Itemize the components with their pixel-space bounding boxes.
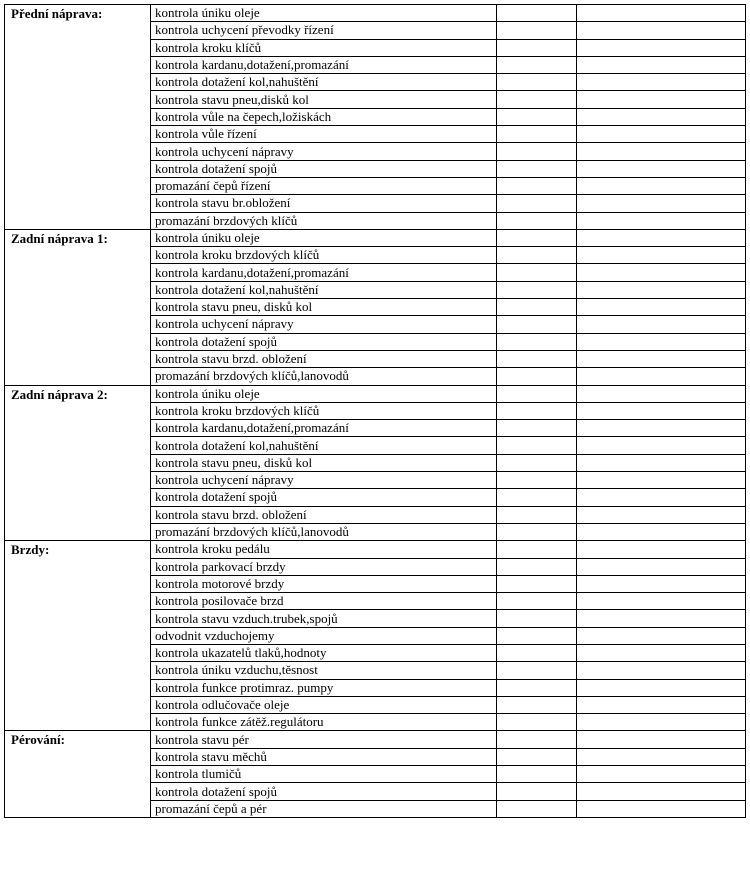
note-cell[interactable] xyxy=(577,558,746,575)
note-cell[interactable] xyxy=(577,160,746,177)
check-cell[interactable] xyxy=(497,575,577,592)
check-cell[interactable] xyxy=(497,437,577,454)
note-cell[interactable] xyxy=(577,420,746,437)
check-item: kontrola stavu měchů xyxy=(151,748,497,765)
check-item: kontrola kardanu,dotažení,promazání xyxy=(151,56,497,73)
check-item: kontrola vůle řízení xyxy=(151,126,497,143)
check-item: kontrola kardanu,dotažení,promazání xyxy=(151,264,497,281)
note-cell[interactable] xyxy=(577,748,746,765)
check-cell[interactable] xyxy=(497,177,577,194)
check-item: kontrola kroku klíčů xyxy=(151,39,497,56)
note-cell[interactable] xyxy=(577,333,746,350)
check-cell[interactable] xyxy=(497,264,577,281)
check-cell[interactable] xyxy=(497,74,577,91)
note-cell[interactable] xyxy=(577,714,746,731)
check-item: kontrola úniku oleje xyxy=(151,5,497,22)
check-cell[interactable] xyxy=(497,39,577,56)
check-cell[interactable] xyxy=(497,523,577,540)
check-cell[interactable] xyxy=(497,195,577,212)
note-cell[interactable] xyxy=(577,212,746,229)
check-cell[interactable] xyxy=(497,247,577,264)
note-cell[interactable] xyxy=(577,229,746,246)
check-cell[interactable] xyxy=(497,56,577,73)
check-cell[interactable] xyxy=(497,22,577,39)
note-cell[interactable] xyxy=(577,662,746,679)
check-item: kontrola kroku pedálu xyxy=(151,541,497,558)
note-cell[interactable] xyxy=(577,506,746,523)
note-cell[interactable] xyxy=(577,644,746,661)
note-cell[interactable] xyxy=(577,195,746,212)
check-item: kontrola dotažení kol,nahuštění xyxy=(151,437,497,454)
check-cell[interactable] xyxy=(497,783,577,800)
check-item: kontrola kroku brzdových klíčů xyxy=(151,402,497,419)
check-cell[interactable] xyxy=(497,454,577,471)
check-item: kontrola dotažení spojů xyxy=(151,783,497,800)
check-item: kontrola stavu pneu, disků kol xyxy=(151,454,497,471)
check-cell[interactable] xyxy=(497,800,577,817)
check-item: kontrola odlučovače oleje xyxy=(151,696,497,713)
note-cell[interactable] xyxy=(577,472,746,489)
check-cell[interactable] xyxy=(497,558,577,575)
check-item: kontrola dotažení kol,nahuštění xyxy=(151,74,497,91)
check-cell[interactable] xyxy=(497,5,577,22)
check-item: promazání čepů řízení xyxy=(151,177,497,194)
check-cell[interactable] xyxy=(497,731,577,748)
check-item: kontrola kardanu,dotažení,promazání xyxy=(151,420,497,437)
check-cell[interactable] xyxy=(497,541,577,558)
check-cell[interactable] xyxy=(497,368,577,385)
check-item: promazání brzdových klíčů,lanovodů xyxy=(151,368,497,385)
check-item: kontrola dotažení spojů xyxy=(151,489,497,506)
check-cell[interactable] xyxy=(497,402,577,419)
check-cell[interactable] xyxy=(497,108,577,125)
check-item: kontrola dotažení spojů xyxy=(151,333,497,350)
check-cell[interactable] xyxy=(497,316,577,333)
section-title: Pérování: xyxy=(5,731,151,817)
check-item: kontrola úniku oleje xyxy=(151,229,497,246)
check-cell[interactable] xyxy=(497,229,577,246)
check-item: kontrola uchycení převodky řízení xyxy=(151,22,497,39)
check-cell[interactable] xyxy=(497,627,577,644)
note-cell[interactable] xyxy=(577,523,746,540)
check-item: kontrola uchycení nápravy xyxy=(151,143,497,160)
note-cell[interactable] xyxy=(577,368,746,385)
check-item: kontrola dotažení kol,nahuštění xyxy=(151,281,497,298)
section-title: Zadní náprava 2: xyxy=(5,385,151,541)
check-item: kontrola uchycení nápravy xyxy=(151,316,497,333)
table-row xyxy=(5,731,746,748)
maintenance-checklist-table xyxy=(4,4,746,818)
check-item: kontrola posilovače brzd xyxy=(151,593,497,610)
note-cell[interactable] xyxy=(577,22,746,39)
note-cell[interactable] xyxy=(577,679,746,696)
check-cell[interactable] xyxy=(497,506,577,523)
note-cell[interactable] xyxy=(577,91,746,108)
note-cell[interactable] xyxy=(577,783,746,800)
note-cell[interactable] xyxy=(577,5,746,22)
check-item: kontrola stavu brzd. obložení xyxy=(151,350,497,367)
check-item: kontrola funkce protimraz. pumpy xyxy=(151,679,497,696)
note-cell[interactable] xyxy=(577,731,746,748)
check-cell[interactable] xyxy=(497,766,577,783)
note-cell[interactable] xyxy=(577,800,746,817)
section-title: Brzdy: xyxy=(5,541,151,731)
note-cell[interactable] xyxy=(577,56,746,73)
table-row xyxy=(5,5,746,22)
note-cell[interactable] xyxy=(577,593,746,610)
check-cell[interactable] xyxy=(497,143,577,160)
check-cell[interactable] xyxy=(497,385,577,402)
check-cell[interactable] xyxy=(497,696,577,713)
check-cell[interactable] xyxy=(497,420,577,437)
check-item: kontrola stavu brzd. obložení xyxy=(151,506,497,523)
check-item: kontrola stavu pneu,disků kol xyxy=(151,91,497,108)
check-cell[interactable] xyxy=(497,679,577,696)
note-cell[interactable] xyxy=(577,350,746,367)
check-item: kontrola stavu br.obložení xyxy=(151,195,497,212)
note-cell[interactable] xyxy=(577,108,746,125)
section-title: Zadní náprava 1: xyxy=(5,229,151,385)
check-item: kontrola parkovací brzdy xyxy=(151,558,497,575)
check-item: kontrola uchycení nápravy xyxy=(151,472,497,489)
check-item: promazání brzdových klíčů,lanovodů xyxy=(151,523,497,540)
check-item: kontrola funkce zátěž.regulátoru xyxy=(151,714,497,731)
check-item: odvodnit vzduchojemy xyxy=(151,627,497,644)
checklist-body xyxy=(5,5,746,818)
section-title: Přední náprava: xyxy=(5,5,151,230)
note-cell[interactable] xyxy=(577,541,746,558)
note-cell[interactable] xyxy=(577,177,746,194)
note-cell[interactable] xyxy=(577,696,746,713)
check-item: kontrola kroku brzdových klíčů xyxy=(151,247,497,264)
note-cell[interactable] xyxy=(577,766,746,783)
note-cell[interactable] xyxy=(577,610,746,627)
note-cell[interactable] xyxy=(577,627,746,644)
check-cell[interactable] xyxy=(497,333,577,350)
note-cell[interactable] xyxy=(577,143,746,160)
check-cell[interactable] xyxy=(497,160,577,177)
check-cell[interactable] xyxy=(497,299,577,316)
note-cell[interactable] xyxy=(577,264,746,281)
note-cell[interactable] xyxy=(577,402,746,419)
check-cell[interactable] xyxy=(497,489,577,506)
note-cell[interactable] xyxy=(577,247,746,264)
check-item: kontrola úniku vzduchu,těsnost xyxy=(151,662,497,679)
table-row xyxy=(5,541,746,558)
check-item: kontrola stavu pneu, disků kol xyxy=(151,299,497,316)
check-cell[interactable] xyxy=(497,748,577,765)
note-cell[interactable] xyxy=(577,126,746,143)
check-cell[interactable] xyxy=(497,350,577,367)
check-cell[interactable] xyxy=(497,212,577,229)
check-item: promazání čepů a pér xyxy=(151,800,497,817)
check-item: kontrola ukazatelů tlaků,hodnoty xyxy=(151,644,497,661)
check-cell[interactable] xyxy=(497,126,577,143)
note-cell[interactable] xyxy=(577,489,746,506)
check-item: kontrola motorové brzdy xyxy=(151,575,497,592)
note-cell[interactable] xyxy=(577,316,746,333)
table-row xyxy=(5,385,746,402)
note-cell[interactable] xyxy=(577,299,746,316)
check-cell[interactable] xyxy=(497,281,577,298)
note-cell[interactable] xyxy=(577,281,746,298)
check-item: kontrola stavu vzduch.trubek,spojů xyxy=(151,610,497,627)
check-item: kontrola tlumičů xyxy=(151,766,497,783)
note-cell[interactable] xyxy=(577,575,746,592)
check-cell[interactable] xyxy=(497,610,577,627)
note-cell[interactable] xyxy=(577,454,746,471)
table-row xyxy=(5,229,746,246)
note-cell[interactable] xyxy=(577,39,746,56)
check-item: kontrola vůle na čepech,ložiskách xyxy=(151,108,497,125)
check-cell[interactable] xyxy=(497,593,577,610)
note-cell[interactable] xyxy=(577,437,746,454)
check-item: kontrola stavu pér xyxy=(151,731,497,748)
note-cell[interactable] xyxy=(577,74,746,91)
check-cell[interactable] xyxy=(497,472,577,489)
check-cell[interactable] xyxy=(497,662,577,679)
check-item: promazání brzdových klíčů xyxy=(151,212,497,229)
note-cell[interactable] xyxy=(577,385,746,402)
check-item: kontrola dotažení spojů xyxy=(151,160,497,177)
check-cell[interactable] xyxy=(497,714,577,731)
check-cell[interactable] xyxy=(497,91,577,108)
check-item: kontrola úniku oleje xyxy=(151,385,497,402)
check-cell[interactable] xyxy=(497,644,577,661)
